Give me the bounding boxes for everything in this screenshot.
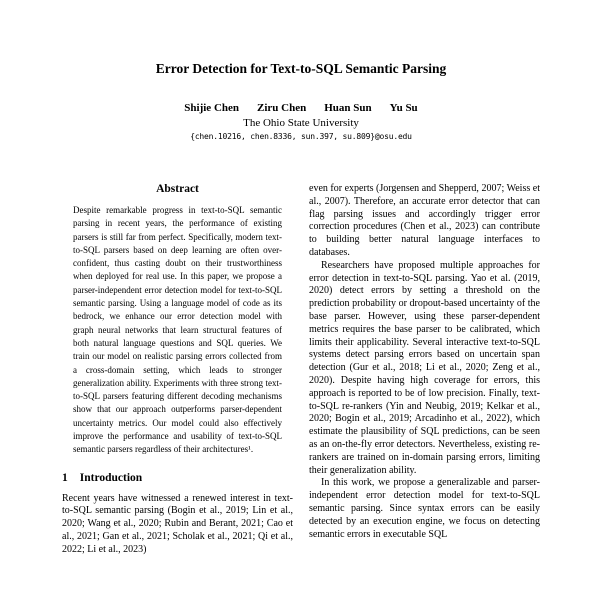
body-paragraph: In this work, we propose a generalizable and parser-independent error detection model for text-to-SQL semantic parsing. Since syntax errors can be easily detected by an execution engine, we focus on detecting semantic errors in executable SQL	[309, 477, 540, 540]
section-heading-introduction	[62, 472, 293, 484]
author-name: Huan Sun	[324, 102, 372, 114]
section-number: 1	[62, 471, 68, 484]
authors-line	[62, 102, 540, 114]
author-name: Shijie Chen	[184, 102, 240, 114]
section-title: Introduction	[79, 471, 143, 484]
affiliation: The Ohio State University	[243, 117, 359, 129]
two-column-body	[62, 183, 540, 557]
right-column	[309, 183, 540, 557]
email-line: {chen.10216, chen.8336, sun.397, su.809}@osu.edu	[190, 132, 412, 141]
author-name: Ziru Chen	[257, 102, 307, 114]
intro-paragraph: Recent years have witnessed a renewed interest in text-to-SQL semantic parsing (Bogin et al., 2019; Lin et al., 2020; Wang et al., 2020; Rubin and Berant, 2021; Cao et al., 2021; Gan et al., 2021; Scholak et al., 2021; Qi et al., 2022; Li et al., 2023)	[62, 492, 293, 555]
body-paragraph: Researchers have proposed multiple approaches for error detection in text-to-SQL parsing. Yao et al. (2019, 2020) detect errors by setting a threshold on the prediction probability or dropout-based uncertainty of the base parser. However, using these parser-dependent metrics requires the base parser to be calibrated, which limits their applicability. Several interactive text-to-SQL systems detect parsing errors based on uncertain span detection (Gur et al., 2018; Li et al., 2020; Zeng et al., 2020). Despite having high coverage for errors, this approach is reported to be of low precision. Finally, text-to-SQL re-rankers (Yin and Neubig, 2019; Kelkar et al., 2020; Bogin et al., 2019; Arcadinho et al., 2022), which estimate the plausibility of SQL predictions, can be seen as an on-the-fly error detectors. Nevertheless, existing re-rankers are trained on in-domain parsing errors, limiting their generalization ability.	[309, 259, 540, 476]
paper-title: Error Detection for Text-to-SQL Semantic Parsing	[155, 61, 447, 76]
abstract-text: Despite remarkable progress in text-to-SQL semantic parsing in recent years, the performance of existing parsers is still far from perfect. Specifically, modern text-to-SQL parsers based on deep learning are often over-confident, thus casting doubt on their trustworthiness when deployed for real use. In this paper, we propose a parser-independent error detection model for text-to-SQL semantic parsing. Using a language model of code as its bedrock, we enhance our error detection model with graph neural networks that learn structural features of both natural language questions and SQL queries. We train our model on realistic parsing errors collected from a cross-domain setting, which leads to stronger generalization ability. Experiments with three strong text-to-SQL parsers featuring different decoding mechanisms show that our approach outperforms parser-dependent uncertainty metrics. Our model could also effectively improve the performance and usability of text-to-SQL semantic parsers regardless of their architectures¹.	[73, 205, 282, 455]
body-paragraph: even for experts (Jorgensen and Shepperd, 2007; Weiss et al., 2007). Therefore, an accurate error detector that can flag parsing issues and accordingly trigger error correction procedures (Chen et al., 2023) can contribute to building better natural language interfaces to databases.	[309, 183, 540, 258]
left-column	[62, 183, 293, 557]
abstract-heading: Abstract	[156, 183, 199, 195]
author-name: Yu Su	[389, 102, 418, 114]
